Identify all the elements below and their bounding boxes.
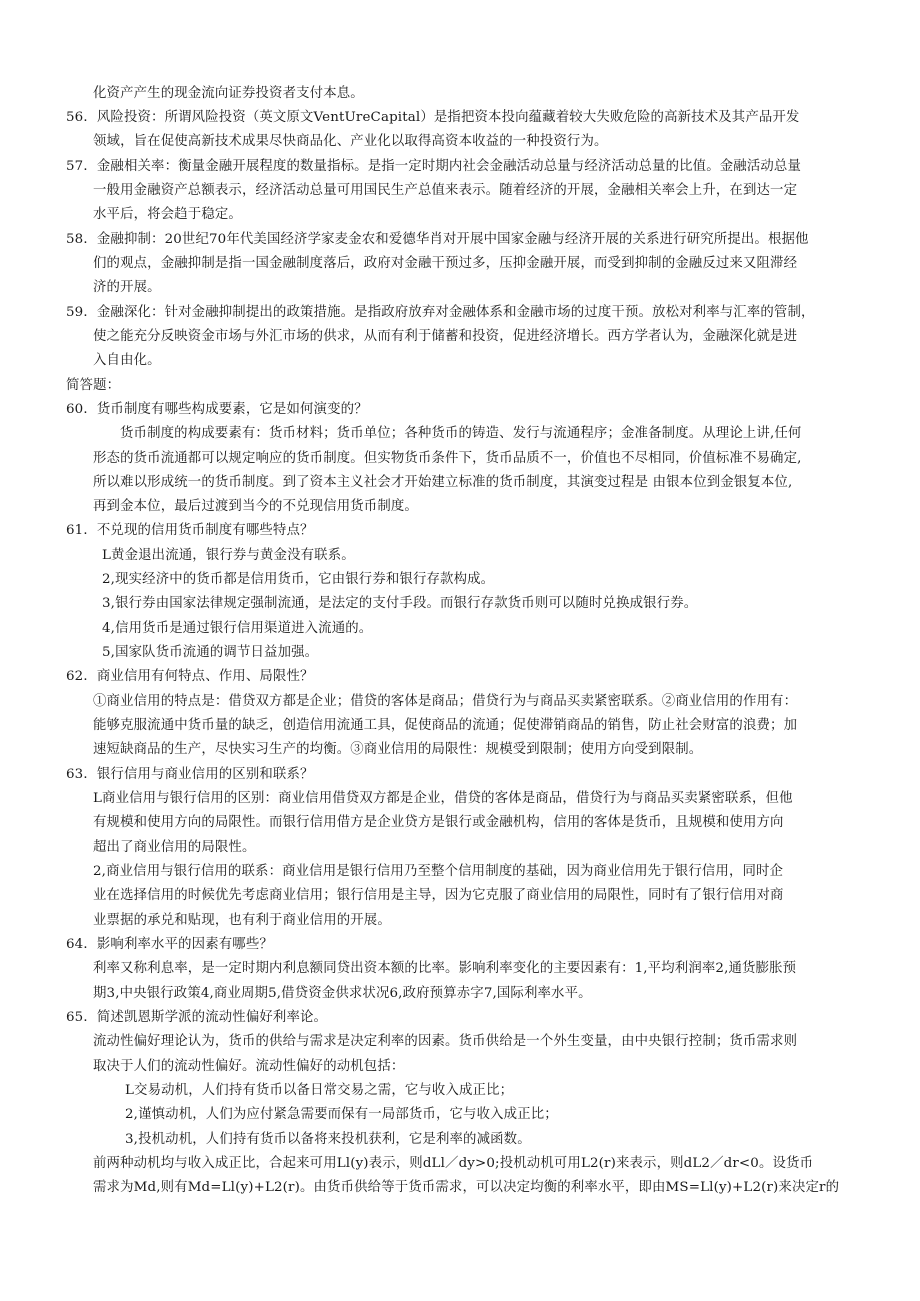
text-line: 取决于人们的流动性偏好。流动性偏好的动机包括： [93,1059,405,1074]
text-line: 3,银行券由国家法律规定强制流通，是法定的支付手段。而银行存款货币则可以随时兑换成银行券。 [102,596,698,611]
text-line: 货币制度的构成要素有：货币材料；货币单位；各种货币的铸造、发行与流通程序；金准备制度。从理论上讲,任何 [120,426,802,441]
text-line: 入自由化。 [93,353,161,368]
text-line-item-64: 64．影响利率水平的因素有哪些？ [66,937,273,952]
text-line: 济的开展。 [93,280,161,295]
text-line: 3,投机动机，人们持有货币以备将来投机获利，它是利率的减函数。 [125,1132,531,1147]
text-line: ①商业信用的特点是：借贷双方都是企业；借贷的客体是商品；借贷行为与商品买卖紧密联系。②商业信用的作用有： [93,694,798,709]
text-line: 一般用金融资产总额表示，经济活动总量可用国民生产总值来表示。随着经济的开展，金融相关率会上升，在到达一定 [93,183,798,198]
text-line: 流动性偏好理论认为，货币的供给与需求是决定利率的因素。货币供给是一个外生变量，由中央银行控制；货币需求则 [93,1034,798,1049]
text-line: 2,现实经济中的货币都是信用货币，它由银行券和银行存款构成。 [102,572,495,587]
text-line: 们的观点，金融抑制是指一国金融制度落后，政府对金融干预过多，压抑金融开展，而受到抑制的金融反过来又阻滞经 [93,256,798,271]
text-line: L交易动机，人们持有货币以备日常交易之需，它与收入成正比； [125,1083,514,1098]
text-line-item-65: 65．简述凯恩斯学派的流动性偏好利率论。 [66,1010,328,1025]
text-line: 使之能充分反映资金市场与外汇市场的供求，从而有利于储蓄和投资，促进经济增长。西方学者认为，金融深化就是进 [93,329,798,344]
text-line: 形态的货币流通都可以规定响应的货币制度。但实物货币条件下，货币品质不一，价值也不尽相同，价值标准不易确定, [93,451,802,466]
text-line: 化资产产生的现金流向证券投资者支付本息。 [93,86,364,101]
text-line: 有规模和使用方向的局限性。而银行信用借方是企业贷方是银行或金融机构，信用的客体是货币，且规模和使用方向 [93,815,784,830]
text-line: 再到金本位，最后过渡到当今的不兑现信用货币制度。 [93,499,418,514]
text-line-item-60: 60．货币制度有哪些构成要素，它是如何演变的？ [66,402,368,417]
text-line: 水平后，将会趋于稳定。 [93,207,242,222]
text-line: 2,谨慎动机，人们为应付紧急需要而保有一局部货币，它与收入成正比； [125,1107,558,1122]
text-line: 所以难以形成统一的货币制度。到了资本主义社会才开始建立标准的货币制度，其演变过程是 由银本位到金银复本位, [93,475,793,490]
text-line-item-62: 62．商业信用有何特点、作用、局限性？ [66,669,314,684]
section-heading: 简答题： [66,378,121,393]
text-line: 5,国家队货币流通的调节日益加强。 [102,645,319,660]
text-line: 需求为Md,则有Md=Ll(y)+L2(r)。由货币供给等于货币需求，可以决定均衡的利率水平，即由MS=Ll(y)+L2(r)来决定r的 [93,1180,840,1195]
text-line: 期3,中央银行政策4,商业周期5,借贷资金供求状况6,政府预算赤字7,国际利率水平。 [93,986,592,1001]
text-line: 业票据的承兑和贴现，也有利于商业信用的开展。 [93,913,391,928]
text-line-item-61: 61．不兑现的信用货币制度有哪些特点？ [66,523,314,538]
text-line: 2,商业信用与银行信用的联系：商业信用是银行信用乃至整个信用制度的基础，因为商业信用先于银行信用，同时企 [93,864,784,879]
text-line: 前两种动机均与收入成正比，合起来可用Ll(y)表示，则dLl／dy>0;投机动机可用L2(r)来表示，则dL2／dr<0。设货币 [93,1156,814,1171]
text-line: 能够克服流通中货币量的缺乏，创造信用流通工具，促使商品的流通；促使滞销商品的销售，防止社会财富的浪费；加 [93,718,798,733]
text-line-item-59: 59．金融深化：针对金融抑制提出的政策措施。是指政府放弃对金融体系和金融市场的过度干预。放松对利率与汇率的管制， [66,305,815,320]
text-line: L黄金退出流通，银行券与黄金没有联系。 [102,548,355,563]
text-line: 业在选择信用的时候优先考虑商业信用；银行信用是主导，因为它克服了商业信用的局限性，同时有了银行信用对商 [93,888,784,903]
text-line: 领域，旨在促使高新技术成果尽快商品化、产业化以取得高资本收益的一种投资行为。 [93,134,608,149]
text-line: 利率又称利息率，是一定时期内利息额同贷出资本额的比率。影响利率变化的主要因素有：1,平均利润率2,通货膨胀预 [93,961,797,976]
text-line: L商业信用与银行信用的区别：商业信用借贷双方都是企业，借贷的客体是商品，借贷行为与商品买卖紧密联系，但他 [93,791,793,806]
text-line-item-57: 57．金融相关率：衡量金融开展程度的数量指标。是指一定时期内社会金融活动总量与经济活动总量的比值。金融活动总量 [66,159,801,174]
text-line-item-58: 58．金融抑制：20世纪70年代美国经济学家麦金农和爱德华肖对开展中国家金融与经济开展的关系进行研究所提出。根据他 [66,232,809,247]
text-line: 4,信用货币是通过银行信用渠道进入流通的。 [102,621,373,636]
text-line: 速短缺商品的生产，尽快实习生产的均衡。③商业信用的局限性：规模受到限制；使用方向受到限制。 [93,742,703,757]
text-line-item-56: 56．风险投资：所谓风险投资（英文原文VentUreCapital）是指把资本投向蕴藏着较大失败危险的高新技术及其产品开发 [66,110,800,125]
text-line-item-63: 63．银行信用与商业信用的区别和联系？ [66,767,314,782]
text-line: 超出了商业信用的局限性。 [93,840,256,855]
